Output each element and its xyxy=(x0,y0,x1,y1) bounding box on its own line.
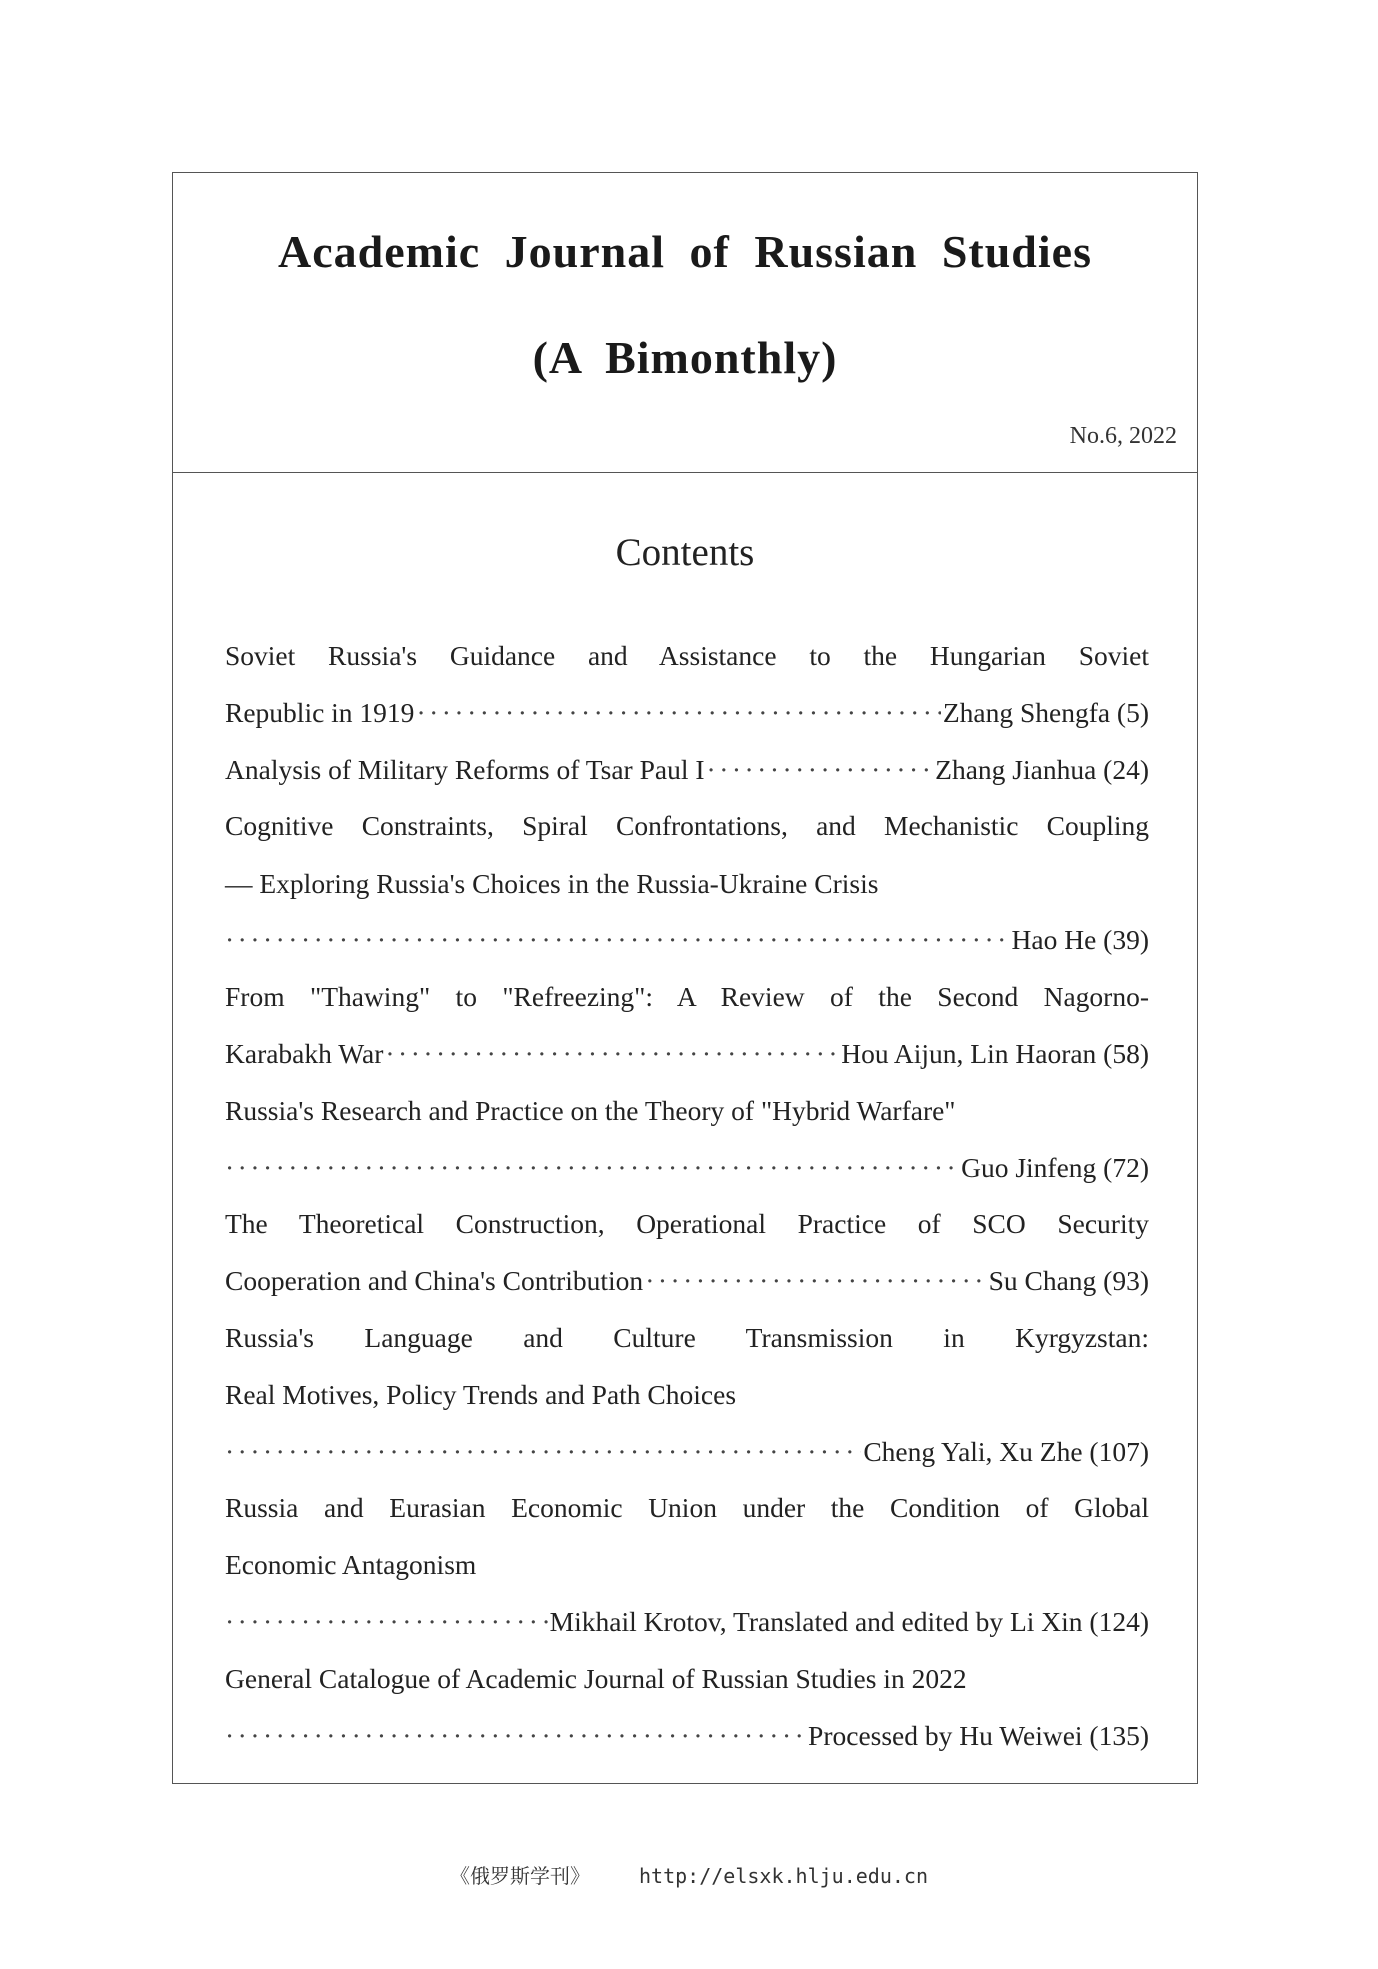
toc-entry[interactable] xyxy=(225,969,1149,1083)
toc-entry-line xyxy=(225,912,1149,969)
toc-entry-line xyxy=(225,1082,1149,1139)
leader-dots xyxy=(225,924,1010,956)
leader-dots xyxy=(645,1265,986,1297)
leader-dots xyxy=(707,754,934,786)
page-footer xyxy=(0,1860,1378,1889)
toc-entry-title: General Catalogue of Academic Journal of Russian Studies in 2022 xyxy=(225,1662,967,1694)
toc-entry-title: — Exploring Russia's Choices in the Russia-Ukraine Crisis xyxy=(225,867,879,899)
toc-entry-author-page: Zhang Jianhua (24) xyxy=(935,753,1149,785)
toc-entry-line xyxy=(225,798,1149,855)
toc-entry-title: Soviet Russia's Guidance and Assistance to the Hungarian Soviet xyxy=(225,640,1149,671)
toc-entry-title: Karabakh War xyxy=(225,1037,384,1069)
toc-entry-author-page: Mikhail Krotov, Translated and edited by Li Xin (124) xyxy=(549,1605,1149,1637)
toc-entry-line xyxy=(225,1537,1149,1594)
contents-heading: Contents xyxy=(615,531,755,574)
toc-entry-line xyxy=(225,1423,1149,1480)
toc-entry[interactable] xyxy=(225,628,1149,742)
leader-dots xyxy=(225,1606,548,1638)
toc-entry-title: Real Motives, Policy Trends and Path Choices xyxy=(225,1378,737,1410)
journal-header xyxy=(173,173,1197,473)
toc-entry-line xyxy=(225,742,1149,799)
toc-entry-line xyxy=(225,1650,1149,1707)
footer-journal-name: 《俄罗斯学刊》 xyxy=(450,1864,590,1888)
toc-entry-line xyxy=(225,1366,1149,1423)
leader-dots xyxy=(225,1152,959,1184)
toc-entry-line xyxy=(225,628,1149,685)
leader-dots xyxy=(385,1038,839,1070)
issue-number: No.6, 2022 xyxy=(1069,423,1177,449)
toc-entry-line xyxy=(225,1707,1149,1764)
toc-entry-title: Economic Antagonism xyxy=(225,1549,477,1581)
toc-entry-title: Russia's Language and Culture Transmission in Kyrgyzstan: xyxy=(225,1321,1149,1353)
toc-entry-author-page: Processed by Hu Weiwei (135) xyxy=(808,1719,1149,1751)
toc-entry-line xyxy=(225,1594,1149,1651)
toc-entry-title: Republic in 1919 xyxy=(225,697,415,729)
toc-entry-author-page: Zhang Shengfa (5) xyxy=(942,697,1149,729)
toc-entry-author-page: Guo Jinfeng (72) xyxy=(961,1151,1149,1183)
toc-entry-title: Cognitive Constraints, Spiral Confrontations, and Mechanistic Coupling xyxy=(225,810,1149,842)
table-of-contents xyxy=(225,628,1149,1764)
toc-entry-author-page: Su Chang (93) xyxy=(988,1265,1149,1297)
toc-entry-title: Russia's Research and Practice on the Theory of "Hybrid Warfare" xyxy=(225,1094,956,1126)
toc-entry-line xyxy=(225,855,1149,912)
toc-entry-author-page: Cheng Yali, Xu Zhe (107) xyxy=(863,1435,1149,1467)
toc-entry[interactable] xyxy=(225,1650,1149,1764)
toc-entry-line xyxy=(225,685,1149,742)
toc-entry-title: The Theoretical Construction, Operational Practice of SCO Security xyxy=(225,1207,1149,1239)
toc-entry[interactable] xyxy=(225,1480,1149,1650)
leader-dots xyxy=(416,697,940,729)
leader-dots xyxy=(225,1436,861,1468)
toc-entry[interactable] xyxy=(225,798,1149,968)
toc-entry-line xyxy=(225,1196,1149,1253)
toc-entry-title: Cooperation and China's Contribution xyxy=(225,1265,644,1297)
toc-entry[interactable] xyxy=(225,1310,1149,1480)
leader-dots xyxy=(225,1720,806,1752)
footer-url[interactable]: http://elsxk.hlju.edu.cn xyxy=(639,1864,928,1888)
toc-entry-line xyxy=(225,1253,1149,1310)
journal-title: Academic Journal of Russian Studies xyxy=(278,226,1092,277)
toc-entry[interactable] xyxy=(225,1082,1149,1196)
toc-entry-author-page: Hao He (39) xyxy=(1011,924,1149,956)
toc-entry-author-page: Hou Aijun, Lin Haoran (58) xyxy=(841,1037,1149,1069)
toc-entry-title: From "Thawing" to "Refreezing": A Review of the Second Nagorno- xyxy=(225,980,1149,1012)
toc-entry-title: Russia and Eurasian Economic Union under the Condition of Global xyxy=(225,1491,1149,1523)
toc-entry-line xyxy=(225,1480,1149,1537)
toc-entry[interactable] xyxy=(225,742,1149,799)
toc-entry-title: Analysis of Military Reforms of Tsar Paul I xyxy=(225,753,705,785)
toc-entry-line xyxy=(225,1026,1149,1083)
page-frame xyxy=(172,172,1198,1784)
toc-entry-line xyxy=(225,969,1149,1026)
toc-entry-line xyxy=(225,1310,1149,1367)
toc-entry[interactable] xyxy=(225,1196,1149,1310)
toc-entry-line xyxy=(225,1139,1149,1196)
journal-frequency: (A Bimonthly) xyxy=(532,332,838,383)
